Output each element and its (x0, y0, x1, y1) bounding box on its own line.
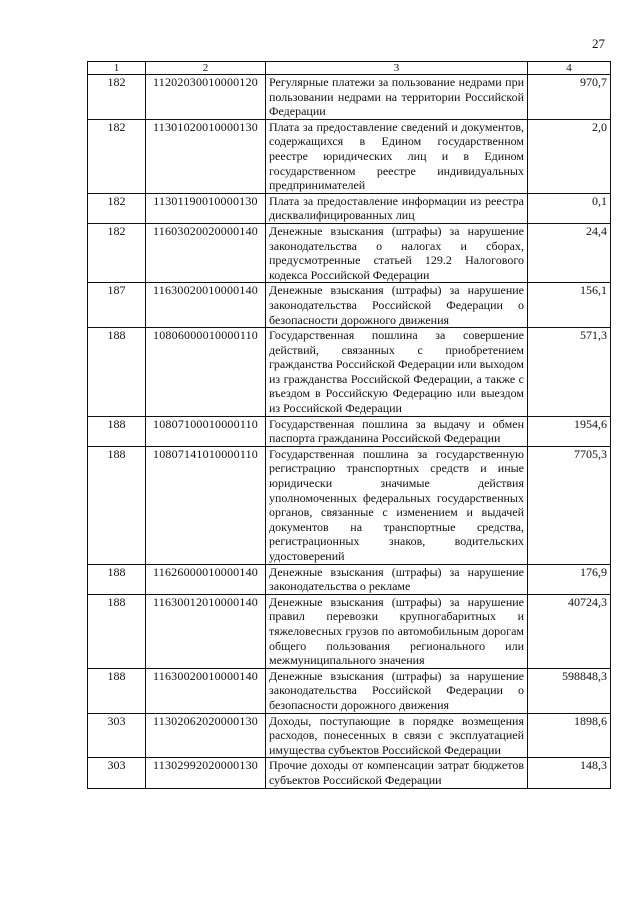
admin-code-cell: 182 (88, 119, 146, 193)
column-header-4: 4 (528, 62, 611, 75)
table-body (88, 75, 611, 789)
amount-cell: 970,7 (528, 75, 611, 120)
budget-code-cell: 11302992020000130 (146, 758, 266, 788)
page-number: 27 (592, 36, 605, 51)
admin-code-cell: 188 (88, 416, 146, 446)
budget-code-cell: 11630020010000140 (146, 668, 266, 713)
admin-code-cell: 188 (88, 328, 146, 417)
admin-code-cell: 188 (88, 446, 146, 564)
table-row (88, 223, 611, 282)
table-row (88, 758, 611, 788)
description-cell: Государственная пошлина за совершение действий, связанных с приобретением гражданства Российской Федерации или выходом из гражданства Российской Федерации, а также с въездом в Российскую Федерацию или выездом из Российской Федерации (266, 328, 528, 417)
description-cell: Плата за предоставление сведений и документов, содержащихся в Едином государственном реестре юридических лиц и в Едином государственном реестре индивидуальных предпринимателей (266, 119, 528, 193)
description-cell: Денежные взыскания (штрафы) за нарушение законодательства Российской Федерации о безопасности дорожного движения (266, 668, 528, 713)
admin-code-cell: 188 (88, 594, 146, 668)
column-header-2: 2 (146, 62, 266, 75)
admin-code-cell: 182 (88, 75, 146, 120)
budget-code-cell: 11603020020000140 (146, 223, 266, 282)
description-cell: Государственная пошлина за выдачу и обмен паспорта гражданина Российской Федерации (266, 416, 528, 446)
table-row (88, 668, 611, 713)
table-row (88, 564, 611, 594)
description-cell: Регулярные платежи за пользование недрами при пользовании недрами на территории Российской Федерации (266, 75, 528, 120)
amount-cell: 598848,3 (528, 668, 611, 713)
table-row (88, 75, 611, 120)
amount-cell: 1954,6 (528, 416, 611, 446)
budget-code-cell: 11630012010000140 (146, 594, 266, 668)
table-header-row (88, 62, 611, 75)
budget-code-cell: 10807100010000110 (146, 416, 266, 446)
description-cell: Доходы, поступающие в порядке возмещения расходов, понесенных в связи с эксплуатацией имущества субъектов Российской Федерации (266, 713, 528, 758)
amount-cell: 7705,3 (528, 446, 611, 564)
amount-cell: 176,9 (528, 564, 611, 594)
amount-cell: 40724,3 (528, 594, 611, 668)
amount-cell: 1898,6 (528, 713, 611, 758)
admin-code-cell: 188 (88, 668, 146, 713)
table-row (88, 713, 611, 758)
admin-code-cell: 188 (88, 564, 146, 594)
budget-code-cell: 10807141010000110 (146, 446, 266, 564)
table-row (88, 328, 611, 417)
budget-code-cell: 11301020010000130 (146, 119, 266, 193)
column-header-1: 1 (88, 62, 146, 75)
budget-code-cell: 11302062020000130 (146, 713, 266, 758)
description-cell: Денежные взыскания (штрафы) за нарушение правил перевозки крупногабаритных и тяжеловесных грузов по автомобильным дорогам общего пользования регионального или межмуниципального значения (266, 594, 528, 668)
column-header-3: 3 (266, 62, 528, 75)
amount-cell: 156,1 (528, 283, 611, 328)
description-cell: Плата за предоставление информации из реестра дисквалифицированных лиц (266, 193, 528, 223)
amount-cell: 0,1 (528, 193, 611, 223)
budget-code-cell: 11626000010000140 (146, 564, 266, 594)
budget-code-cell: 10806000010000110 (146, 328, 266, 417)
description-cell: Государственная пошлина за государственную регистрацию транспортных средств и иные юридически значимые действия уполномоченных федеральных государственных органов, связанные с изменением и выдачей документов на транспортные средства, регистрационных знаков, водительских удостоверений (266, 446, 528, 564)
budget-code-cell: 11202030010000120 (146, 75, 266, 120)
table-row (88, 594, 611, 668)
admin-code-cell: 303 (88, 758, 146, 788)
admin-code-cell: 303 (88, 713, 146, 758)
description-cell: Прочие доходы от компенсации затрат бюджетов субъектов Российской Федерации (266, 758, 528, 788)
table-row (88, 193, 611, 223)
table-row (88, 446, 611, 564)
table-row (88, 416, 611, 446)
table-row (88, 283, 611, 328)
admin-code-cell: 182 (88, 223, 146, 282)
revenue-table (87, 61, 611, 789)
table-row (88, 119, 611, 193)
amount-cell: 24,4 (528, 223, 611, 282)
amount-cell: 2,0 (528, 119, 611, 193)
amount-cell: 148,3 (528, 758, 611, 788)
admin-code-cell: 187 (88, 283, 146, 328)
amount-cell: 571,3 (528, 328, 611, 417)
description-cell: Денежные взыскания (штрафы) за нарушение законодательства Российской Федерации о безопасности дорожного движения (266, 283, 528, 328)
budget-code-cell: 11301190010000130 (146, 193, 266, 223)
budget-code-cell: 11630020010000140 (146, 283, 266, 328)
description-cell: Денежные взыскания (штрафы) за нарушение законодательства о рекламе (266, 564, 528, 594)
admin-code-cell: 182 (88, 193, 146, 223)
description-cell: Денежные взыскания (штрафы) за нарушение законодательства о налогах и сборах, предусмотренные статьей 129.2 Налогового кодекса Российской Федерации (266, 223, 528, 282)
